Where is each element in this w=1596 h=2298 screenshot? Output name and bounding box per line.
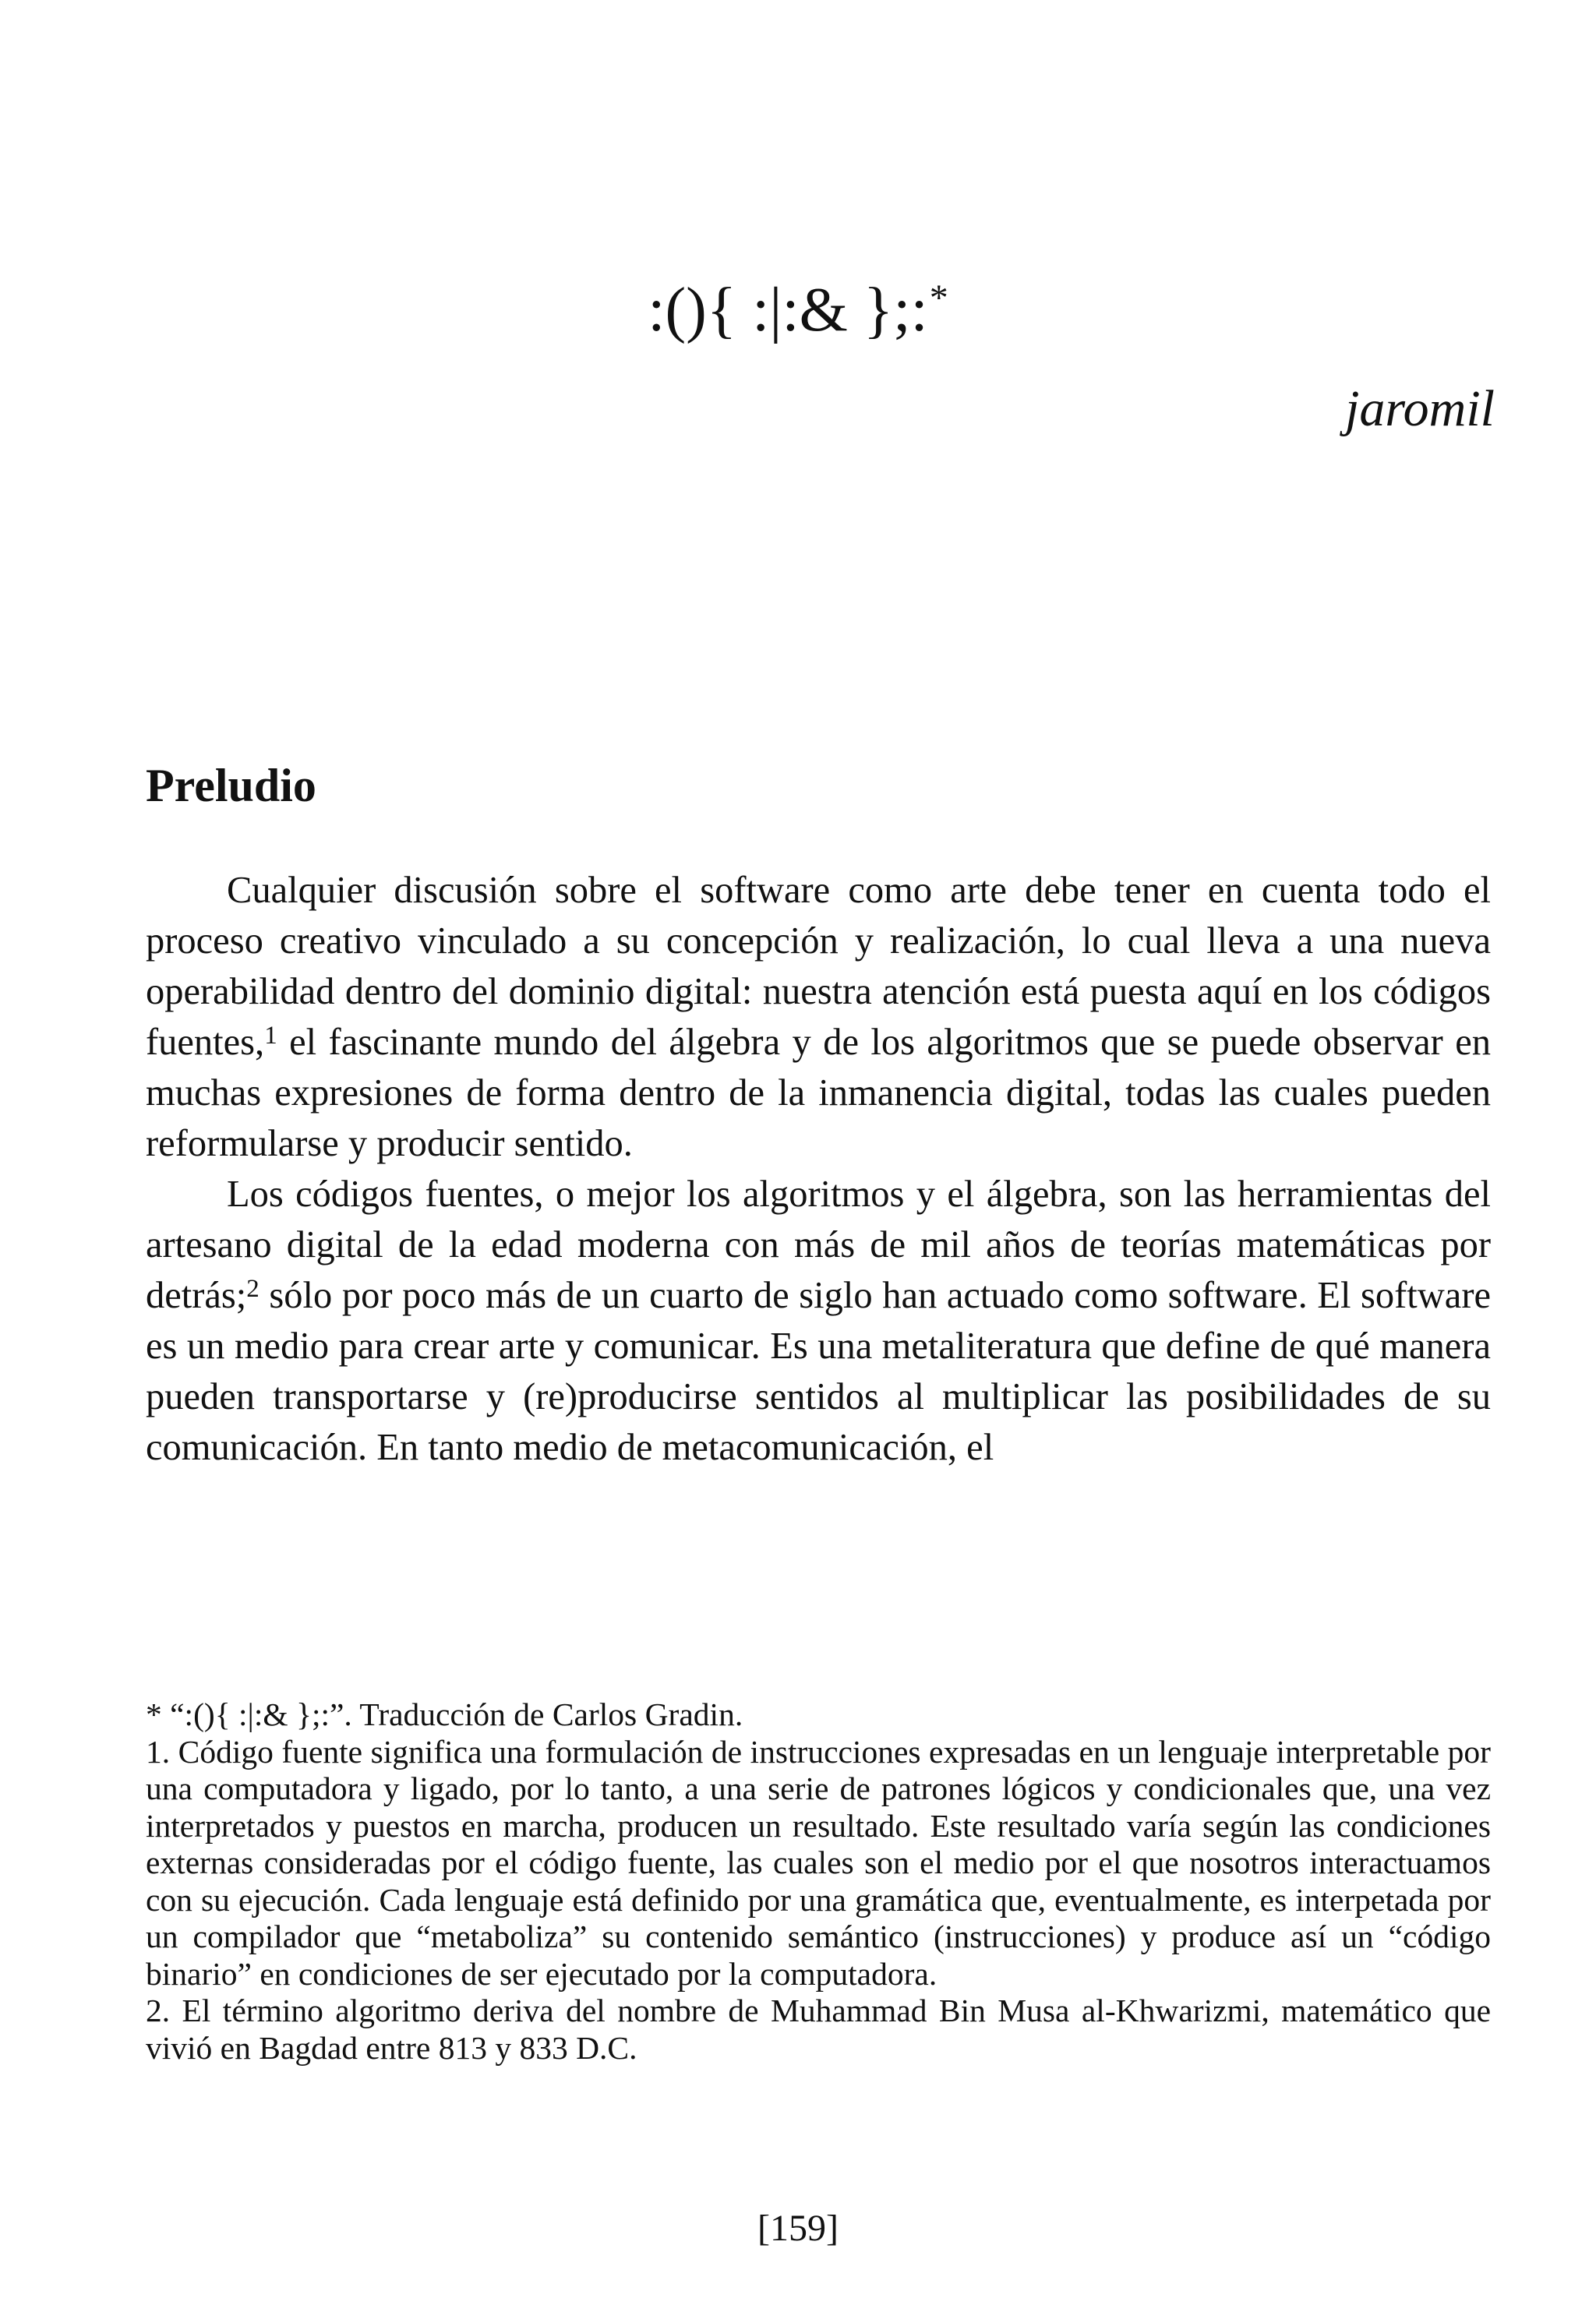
paragraph-1-text-b: el fascinante mundo del álgebra y de los algoritmos que se puede observar en muchas expresiones de forma dentro de la inmanencia digital, todas las cuales pueden reformularse y producir sentido. (146, 1022, 1491, 1164)
chapter-title-text: :(){ :|:& };: (648, 276, 928, 344)
paragraph-2-text-a: Los códigos fuentes, o mejor los algoritmos y el álgebra, son las herramientas del artesano digital de la edad moderna con más de mil años de teorías matemáticas por detrás; (146, 1174, 1491, 1316)
footnote-1: 1. Código fuente significa una formulación de instrucciones expresadas en un lenguaje interpretable por una computadora y ligado, por lo tanto, a una serie de patrones lógicos y condicionales que, una vez interpretados y puestos en marcha, producen un resultado. Este resultado varía según las condiciones externas consideradas por el código fuente, las cuales son el medio por el que nosotros interactuamos con su ejecución. Cada lenguaje está definido por una gramática que, eventualmente, es interpetada por un compilador que “metaboliza” su contenido semántico (instrucciones) y produce así un “código binario” en condiciones de ser ejecutado por la computadora. (146, 1733, 1491, 1992)
paragraph-1-text-a: Cualquier discusión sobre el software como arte debe tener en cuenta todo el proceso creativo vinculado a su concepción y realización, lo cual lleva a una nueva operabilidad dentro del dominio digital: nuestra atención está puesta aquí en los códigos fuentes, (146, 870, 1491, 1063)
paragraph-2 (146, 1169, 1491, 1473)
footnote-ref-1: 1 (264, 1022, 277, 1050)
chapter-title (0, 276, 1596, 344)
page-number: [159] (757, 2208, 839, 2249)
body-text (146, 865, 1491, 1473)
footnote-2: 2. El término algoritmo deriva del nombre de Muhammad Bin Musa al-Khwarizmi, matemático que vivió en Bagdad entre 813 y 833 D.C. (146, 1993, 1491, 2066)
footnotes (146, 1696, 1491, 2067)
paragraph-2-text-b: sólo por poco más de un cuarto de siglo han actuado como software. El software es un medio para crear arte y comunicar. Es una metaliteratura que define de qué manera pueden transportarse y (re)producirse sentidos al multiplicar las posibilidades de su comunicación. En tanto medio de metacomunicación, el (146, 1275, 1491, 1468)
footnote-ref-2: 2 (246, 1275, 260, 1303)
footnote-star: * “:(){ :|:& };:”. Traducción de Carlos Gradin. (146, 1696, 743, 1732)
author-name: jaromil (1345, 380, 1495, 437)
paragraph-1 (146, 865, 1491, 1169)
section-heading: Preludio (146, 760, 316, 811)
title-footnote-mark: * (929, 277, 948, 319)
